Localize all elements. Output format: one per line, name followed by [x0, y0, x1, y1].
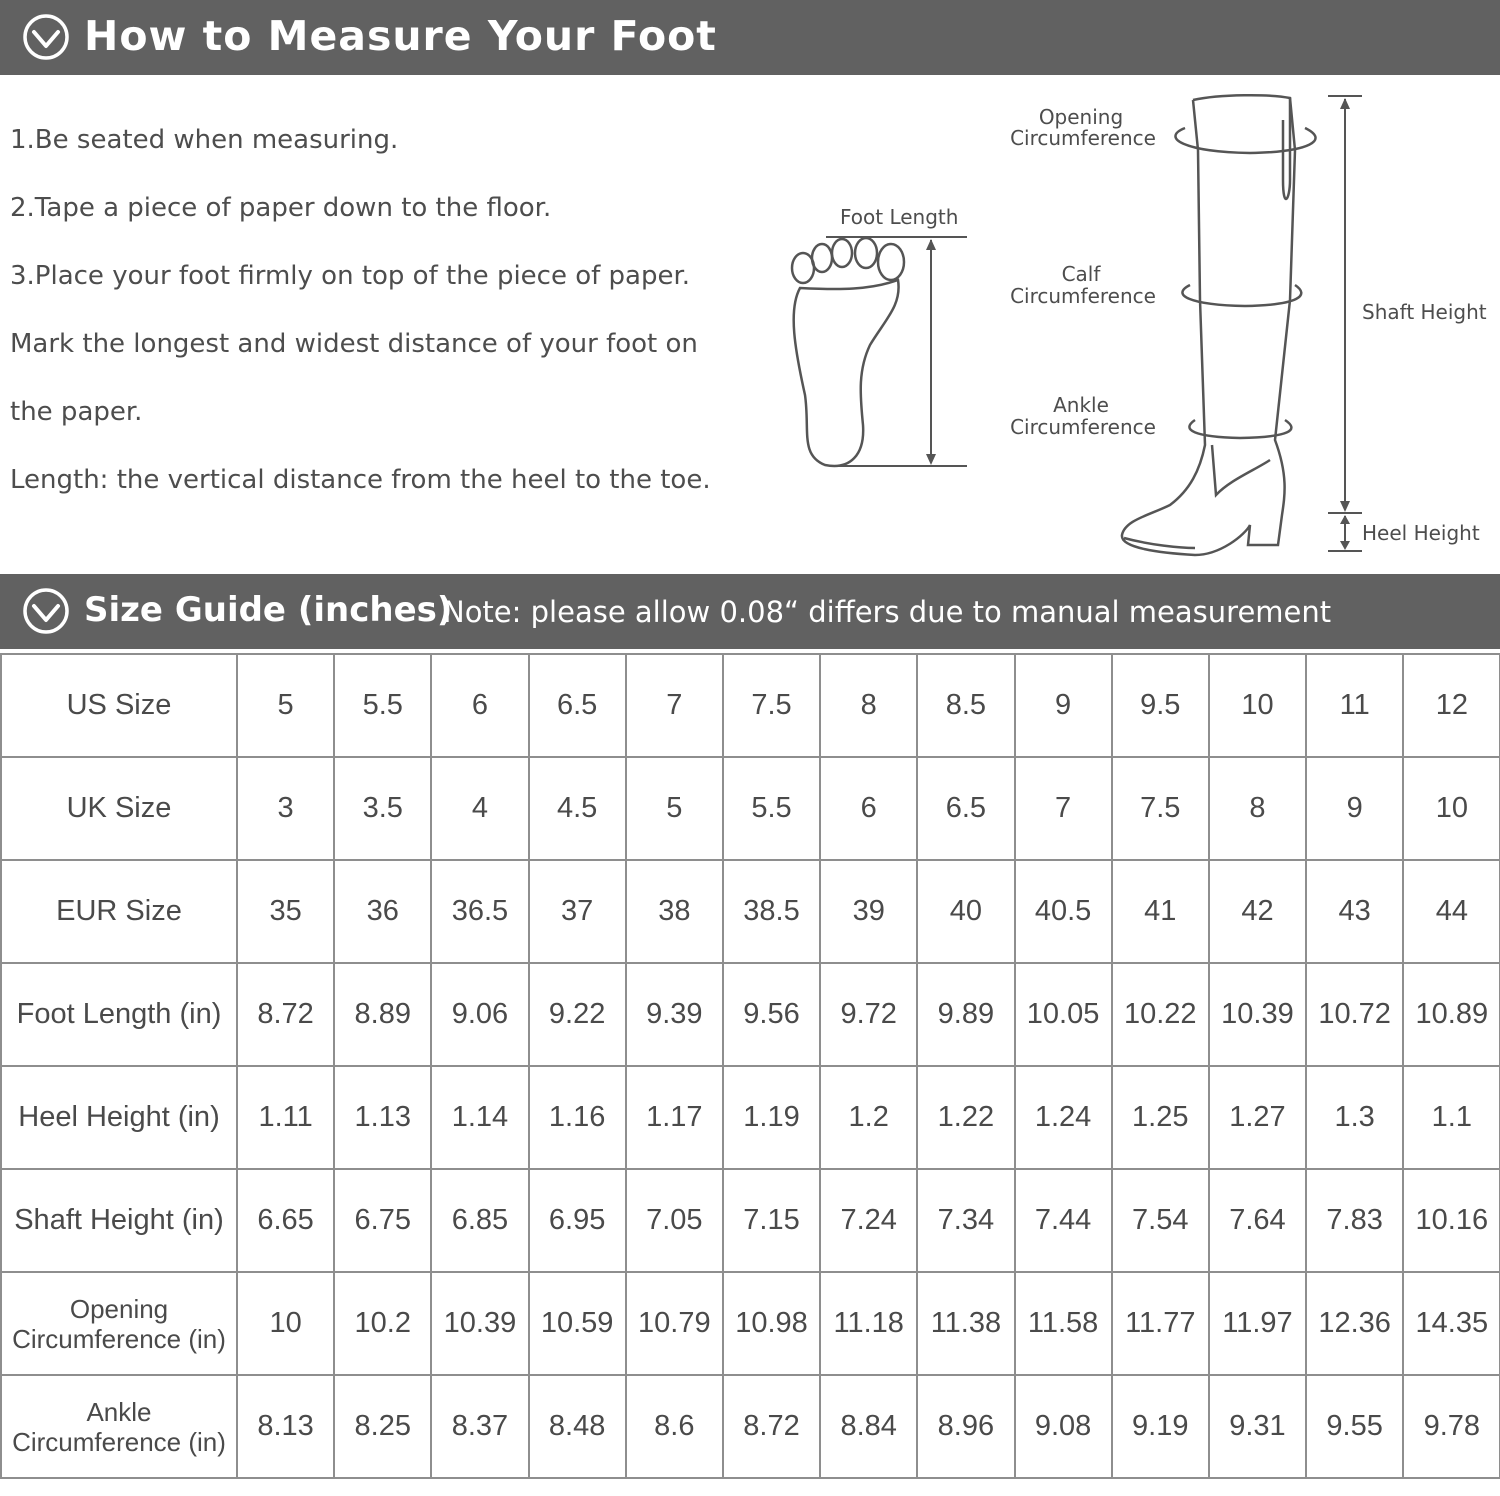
- table-cell: 1.24: [1015, 1066, 1112, 1169]
- table-cell: 9: [1306, 757, 1403, 860]
- table-cell: 9.56: [723, 963, 820, 1066]
- table-cell: 6: [431, 654, 528, 757]
- table-cell: 9.08: [1015, 1375, 1112, 1478]
- table-cell: 8.89: [334, 963, 431, 1066]
- table-cell: 7.54: [1112, 1169, 1209, 1272]
- table-cell: 10.16: [1403, 1169, 1500, 1272]
- table-cell: 8: [1209, 757, 1306, 860]
- table-cell: 10: [1403, 757, 1500, 860]
- table-cell: 10.2: [334, 1272, 431, 1375]
- table-cell: 5.5: [723, 757, 820, 860]
- measure-header: [0, 0, 1500, 75]
- table-cell: 44: [1403, 860, 1500, 963]
- table-cell: 8.48: [529, 1375, 626, 1478]
- table-cell: 4.5: [529, 757, 626, 860]
- table-cell: 8.84: [820, 1375, 917, 1478]
- table-cell: 3.5: [334, 757, 431, 860]
- table-cell: 10.89: [1403, 963, 1500, 1066]
- table-cell: 10.72: [1306, 963, 1403, 1066]
- table-cell: 10.39: [431, 1272, 528, 1375]
- table-row: [1, 963, 1500, 1066]
- table-cell: 8.13: [237, 1375, 334, 1478]
- table-cell: 8.37: [431, 1375, 528, 1478]
- table-cell: 5: [626, 757, 723, 860]
- table-cell: 7.44: [1015, 1169, 1112, 1272]
- ankle-label: Ankle: [1053, 393, 1109, 417]
- table-cell: 9.89: [917, 963, 1014, 1066]
- table-cell: 10.98: [723, 1272, 820, 1375]
- table-cell: 41: [1112, 860, 1209, 963]
- measure-steps: [10, 108, 730, 516]
- table-cell: 1.17: [626, 1066, 723, 1169]
- table-cell: 6.5: [917, 757, 1014, 860]
- table-cell: 1.14: [431, 1066, 528, 1169]
- table-row: [1, 757, 1500, 860]
- step-text: 2.Tape a piece of paper down to the floor.: [10, 193, 552, 223]
- table-cell: 38.5: [723, 860, 820, 963]
- table-cell: 40.5: [1015, 860, 1112, 963]
- table-cell: 8.25: [334, 1375, 431, 1478]
- table-cell: 7: [1015, 757, 1112, 860]
- table-cell: 1.1: [1403, 1066, 1500, 1169]
- table-cell: 14.35: [1403, 1272, 1500, 1375]
- table-cell: 4: [431, 757, 528, 860]
- table-row: [1, 654, 1500, 757]
- table-cell: 8.96: [917, 1375, 1014, 1478]
- table-cell: 9.72: [820, 963, 917, 1066]
- table-cell: 37: [529, 860, 626, 963]
- table-cell: 6: [820, 757, 917, 860]
- table-cell: 1.22: [917, 1066, 1014, 1169]
- table-cell: 9.39: [626, 963, 723, 1066]
- step-text: Length: the vertical distance from the heel to the toe.: [10, 465, 711, 495]
- table-cell: 8: [820, 654, 917, 757]
- shaft-height-label: Shaft Height: [1362, 300, 1487, 324]
- table-cell: 9.22: [529, 963, 626, 1066]
- row-header: Shaft Height (in): [1, 1169, 237, 1272]
- table-cell: 8.72: [237, 963, 334, 1066]
- table-cell: 7.05: [626, 1169, 723, 1272]
- chevron-down-circle-icon: [22, 587, 70, 635]
- boot-outline-icon: [1122, 95, 1295, 555]
- row-header: UK Size: [1, 757, 237, 860]
- opening-label: Opening: [1038, 105, 1124, 129]
- heel-height-label: Heel Height: [1362, 521, 1480, 545]
- table-cell: 9.19: [1112, 1375, 1209, 1478]
- opening-label: Circumference: [1010, 126, 1156, 150]
- table-cell: 11.97: [1209, 1272, 1306, 1375]
- table-cell: 7.64: [1209, 1169, 1306, 1272]
- table-cell: 11: [1306, 654, 1403, 757]
- table-cell: 10: [1209, 654, 1306, 757]
- table-cell: 6.65: [237, 1169, 334, 1272]
- table-cell: 9.31: [1209, 1375, 1306, 1478]
- table-cell: 10.79: [626, 1272, 723, 1375]
- table-cell: 11.38: [917, 1272, 1014, 1375]
- row-header-line: Ankle: [86, 1396, 152, 1427]
- table-cell: 11.77: [1112, 1272, 1209, 1375]
- table-cell: 10.05: [1015, 963, 1112, 1066]
- row-header: US Size: [1, 654, 237, 757]
- table-cell: 1.19: [723, 1066, 820, 1169]
- table-row: [1, 860, 1500, 963]
- table-cell: 1.11: [237, 1066, 334, 1169]
- table-cell: 10.22: [1112, 963, 1209, 1066]
- table-cell: 7.24: [820, 1169, 917, 1272]
- table-cell: 1.3: [1306, 1066, 1403, 1169]
- table-cell: 7.5: [723, 654, 820, 757]
- table-cell: 10.59: [529, 1272, 626, 1375]
- table-cell: 9.55: [1306, 1375, 1403, 1478]
- table-row: [1, 1169, 1500, 1272]
- table-cell: 5: [237, 654, 334, 757]
- foot-outline-icon: [792, 238, 904, 466]
- table-cell: 9.78: [1403, 1375, 1500, 1478]
- table-cell: 5.5: [334, 654, 431, 757]
- table-cell: 1.27: [1209, 1066, 1306, 1169]
- table-row: [1, 1066, 1500, 1169]
- table-cell: 9.06: [431, 963, 528, 1066]
- table-cell: 42: [1209, 860, 1306, 963]
- row-header-line: Circumference (in): [12, 1323, 226, 1354]
- table-cell: 6.75: [334, 1169, 431, 1272]
- table-cell: 9.5: [1112, 654, 1209, 757]
- table-cell: 39: [820, 860, 917, 963]
- step-text: 3.Place your foot firmly on top of the piece of paper.: [10, 261, 691, 291]
- table-cell: 10.39: [1209, 963, 1306, 1066]
- calf-label: Circumference: [1010, 284, 1156, 308]
- foot-length-label: Foot Length: [840, 205, 959, 229]
- table-cell: 7.5: [1112, 757, 1209, 860]
- table-cell: 9: [1015, 654, 1112, 757]
- table-cell: 1.16: [529, 1066, 626, 1169]
- table-cell: 40: [917, 860, 1014, 963]
- row-header-line: Circumference (in): [12, 1426, 226, 1457]
- table-cell: 8.6: [626, 1375, 723, 1478]
- page-title: How to Measure Your Foot: [84, 12, 717, 60]
- step-text: 1.Be seated when measuring.: [10, 125, 399, 155]
- table-cell: 1.13: [334, 1066, 431, 1169]
- table-cell: 36.5: [431, 860, 528, 963]
- table-cell: 11.58: [1015, 1272, 1112, 1375]
- table-cell: 12.36: [1306, 1272, 1403, 1375]
- table-cell: 3: [237, 757, 334, 860]
- table-cell: 11.18: [820, 1272, 917, 1375]
- table-cell: 36: [334, 860, 431, 963]
- size-guide-note: Note: please allow 0.08“ differs due to manual measurement: [443, 595, 1332, 629]
- step-text: the paper.: [10, 397, 143, 427]
- table-cell: 1.25: [1112, 1066, 1209, 1169]
- table-cell: 7.15: [723, 1169, 820, 1272]
- table-cell: 10: [237, 1272, 334, 1375]
- step-text: Mark the longest and widest distance of your foot on: [10, 329, 698, 359]
- ankle-label: Circumference: [1010, 415, 1156, 439]
- table-cell: 6.95: [529, 1169, 626, 1272]
- table-row: [1, 1272, 1500, 1375]
- table-cell: 6.5: [529, 654, 626, 757]
- table-cell: 12: [1403, 654, 1500, 757]
- table-row: [1, 1375, 1500, 1478]
- table-cell: 43: [1306, 860, 1403, 963]
- table-cell: 7.34: [917, 1169, 1014, 1272]
- table-cell: 38: [626, 860, 723, 963]
- table-cell: 1.2: [820, 1066, 917, 1169]
- size-guide-title: Size Guide (inches): [84, 590, 453, 630]
- row-header: [1, 1375, 237, 1478]
- size-guide-header: [0, 574, 1500, 649]
- table-cell: 35: [237, 860, 334, 963]
- table-cell: 7: [626, 654, 723, 757]
- row-header-line: Opening: [69, 1293, 169, 1324]
- measurement-diagram: [760, 80, 1500, 570]
- table-cell: 6.85: [431, 1169, 528, 1272]
- row-header: EUR Size: [1, 860, 237, 963]
- row-header: Foot Length (in): [1, 963, 237, 1066]
- row-header: Heel Height (in): [1, 1066, 237, 1169]
- size-table: [0, 653, 1500, 1479]
- calf-label: Calf: [1061, 262, 1101, 286]
- table-cell: 8.72: [723, 1375, 820, 1478]
- row-header: [1, 1272, 237, 1375]
- table-cell: 7.83: [1306, 1169, 1403, 1272]
- table-cell: 8.5: [917, 654, 1014, 757]
- chevron-down-circle-icon: [22, 13, 70, 61]
